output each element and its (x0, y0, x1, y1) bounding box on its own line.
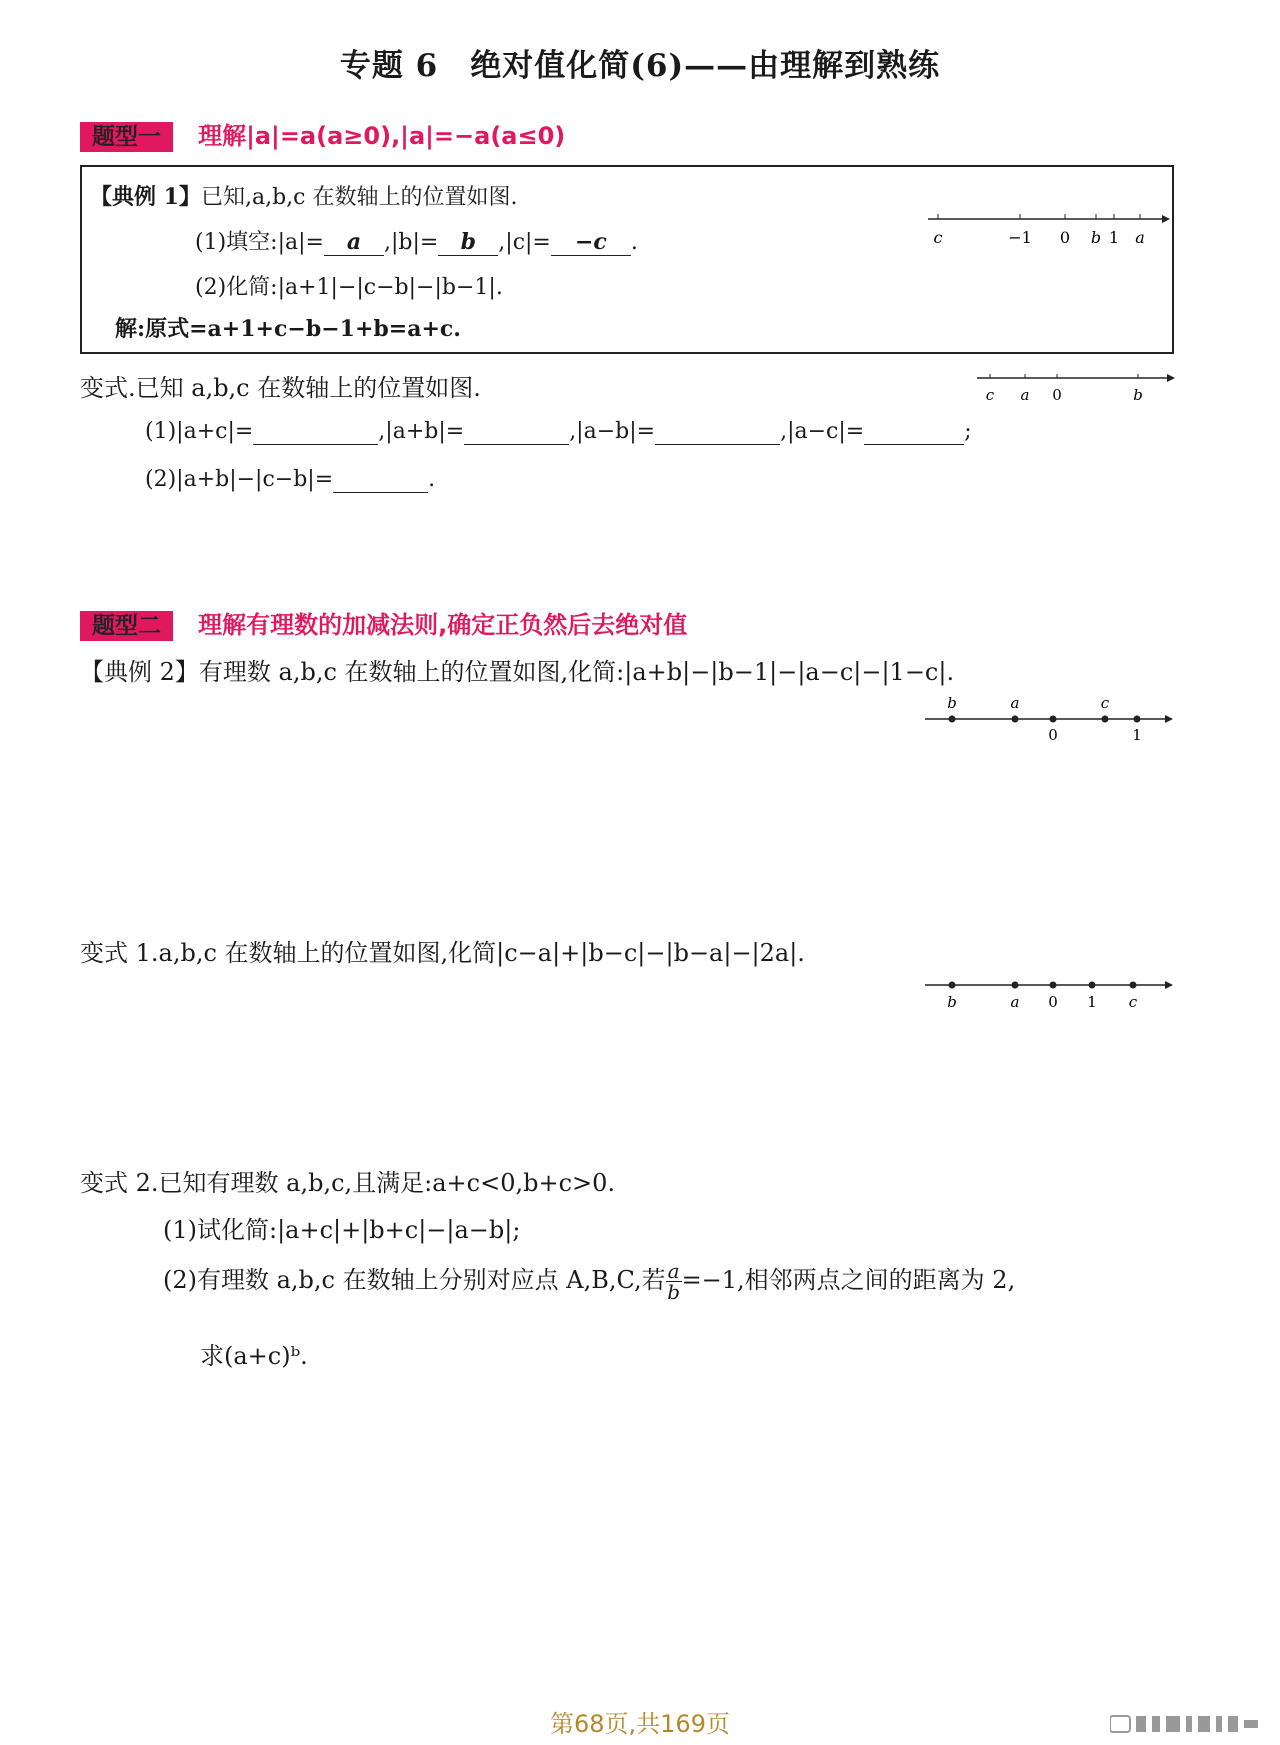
section-heading: 理解有理数的加减法则,确定正负然后去绝对值 (198, 611, 688, 639)
axis-label: b (1133, 386, 1143, 404)
answer-blank[interactable] (464, 418, 569, 445)
axis-label: c (1100, 695, 1110, 712)
q-text: (1)|a+c|= (145, 419, 254, 444)
answer-blank: b (438, 229, 498, 256)
fraction-denominator: b (667, 1280, 680, 1304)
number-line-1 (920, 205, 1170, 255)
axis-label: a (1010, 695, 1020, 712)
axis-label: a (1135, 228, 1145, 247)
variant2-q1: (1)试化简:|a+c|+|b+c|−|a−b|; (163, 1216, 521, 1244)
number-line-2 (975, 368, 1175, 408)
answer-blank[interactable] (253, 418, 378, 445)
variant-q1 (145, 418, 972, 445)
axis-label: a (1010, 993, 1020, 1011)
axis-label: 0 (1048, 993, 1058, 1011)
q1-mid: ,|c|= (498, 230, 551, 255)
example1-q1 (195, 225, 638, 256)
q-text: ; (964, 419, 972, 444)
q-text: ,|a−b|= (569, 419, 656, 444)
fraction (666, 1261, 682, 1302)
axis-label: 1 (1087, 993, 1097, 1011)
axis-label: 0 (1048, 726, 1058, 744)
answer-blank[interactable] (864, 418, 964, 445)
number-line-3 (920, 695, 1175, 745)
section-heading: 理解|a|=a(a≥0),|a|=−a(a≤0) (198, 122, 566, 150)
variant2-q2-end: 求(a+c)ᵇ. (200, 1342, 308, 1370)
watermark-logo (1110, 1712, 1260, 1736)
section-one-header (80, 116, 565, 151)
q1-end: . (630, 230, 638, 255)
q-text: ,|a−c|= (780, 419, 865, 444)
variant2-stem: 变式 2.已知有理数 a,b,c,且满足:a+c<0,b+c>0. (80, 1169, 616, 1197)
axis-label: 1 (1132, 726, 1142, 744)
axis-label: c (1128, 993, 1138, 1011)
variant-stem: 变式.已知 a,b,c 在数轴上的位置如图. (80, 374, 481, 402)
answer-blank[interactable] (655, 418, 780, 445)
axis-label: b (947, 695, 957, 712)
axis-label: 0 (1059, 228, 1071, 247)
example-stem-text: 已知,a,b,c 在数轴上的位置如图. (200, 185, 518, 210)
axis-label: 1 (1108, 228, 1120, 247)
axis-label: c (985, 386, 995, 404)
section-two-header (80, 605, 687, 640)
axis-label: b (947, 993, 957, 1011)
axis-label: 0 (1052, 386, 1062, 404)
answer-blank: −c (551, 229, 631, 256)
answer-blank: a (324, 229, 384, 256)
section-tag: 题型二 (80, 611, 173, 641)
page-title: 专题 6 绝对值化简(6)——由理解到熟练 (339, 48, 941, 84)
example1-stem (90, 180, 517, 211)
axis-label: c (933, 228, 943, 247)
q-text: (2)|a+b|−|c−b|= (145, 467, 334, 492)
q1-mid: ,|b|= (383, 230, 439, 255)
example-lead: 【典例 1】 (90, 184, 201, 210)
example2-stem: 【典例 2】有理数 a,b,c 在数轴上的位置如图,化简:|a+b|−|b−1|−|a−c|−|1−c|. (80, 658, 955, 686)
answer-blank[interactable] (333, 466, 428, 493)
variant-q2 (145, 466, 435, 493)
axis-label: a (1020, 386, 1030, 404)
q-text: (2)有理数 a,b,c 在数轴上分别对应点 A,B,C,若 (163, 1266, 666, 1294)
variant1-stem: 变式 1.a,b,c 在数轴上的位置如图,化简|c−a|+|b−c|−|b−a|−|2a|. (80, 939, 805, 967)
fraction-numerator: a (667, 1259, 680, 1283)
q-text: ,|a+b|= (378, 419, 465, 444)
q-text: =−1,相邻两点之间的距离为 2, (681, 1266, 1016, 1294)
axis-label: b (1090, 228, 1102, 247)
section-tag: 题型一 (80, 122, 173, 152)
example1-q2: (2)化简:|a+1|−|c−b|−|b−1|. (195, 275, 503, 300)
variant2-q2 (163, 1260, 1015, 1302)
axis-label: −1 (1008, 228, 1032, 247)
q-text: . (428, 467, 436, 492)
page-footer: 第68页,共169页 (550, 1710, 730, 1738)
number-line-4 (920, 975, 1175, 1015)
example1-solution: 解:原式=a+1+c−b−1+b=a+c. (115, 316, 461, 342)
q1-prefix: (1)填空:|a|= (195, 230, 324, 255)
